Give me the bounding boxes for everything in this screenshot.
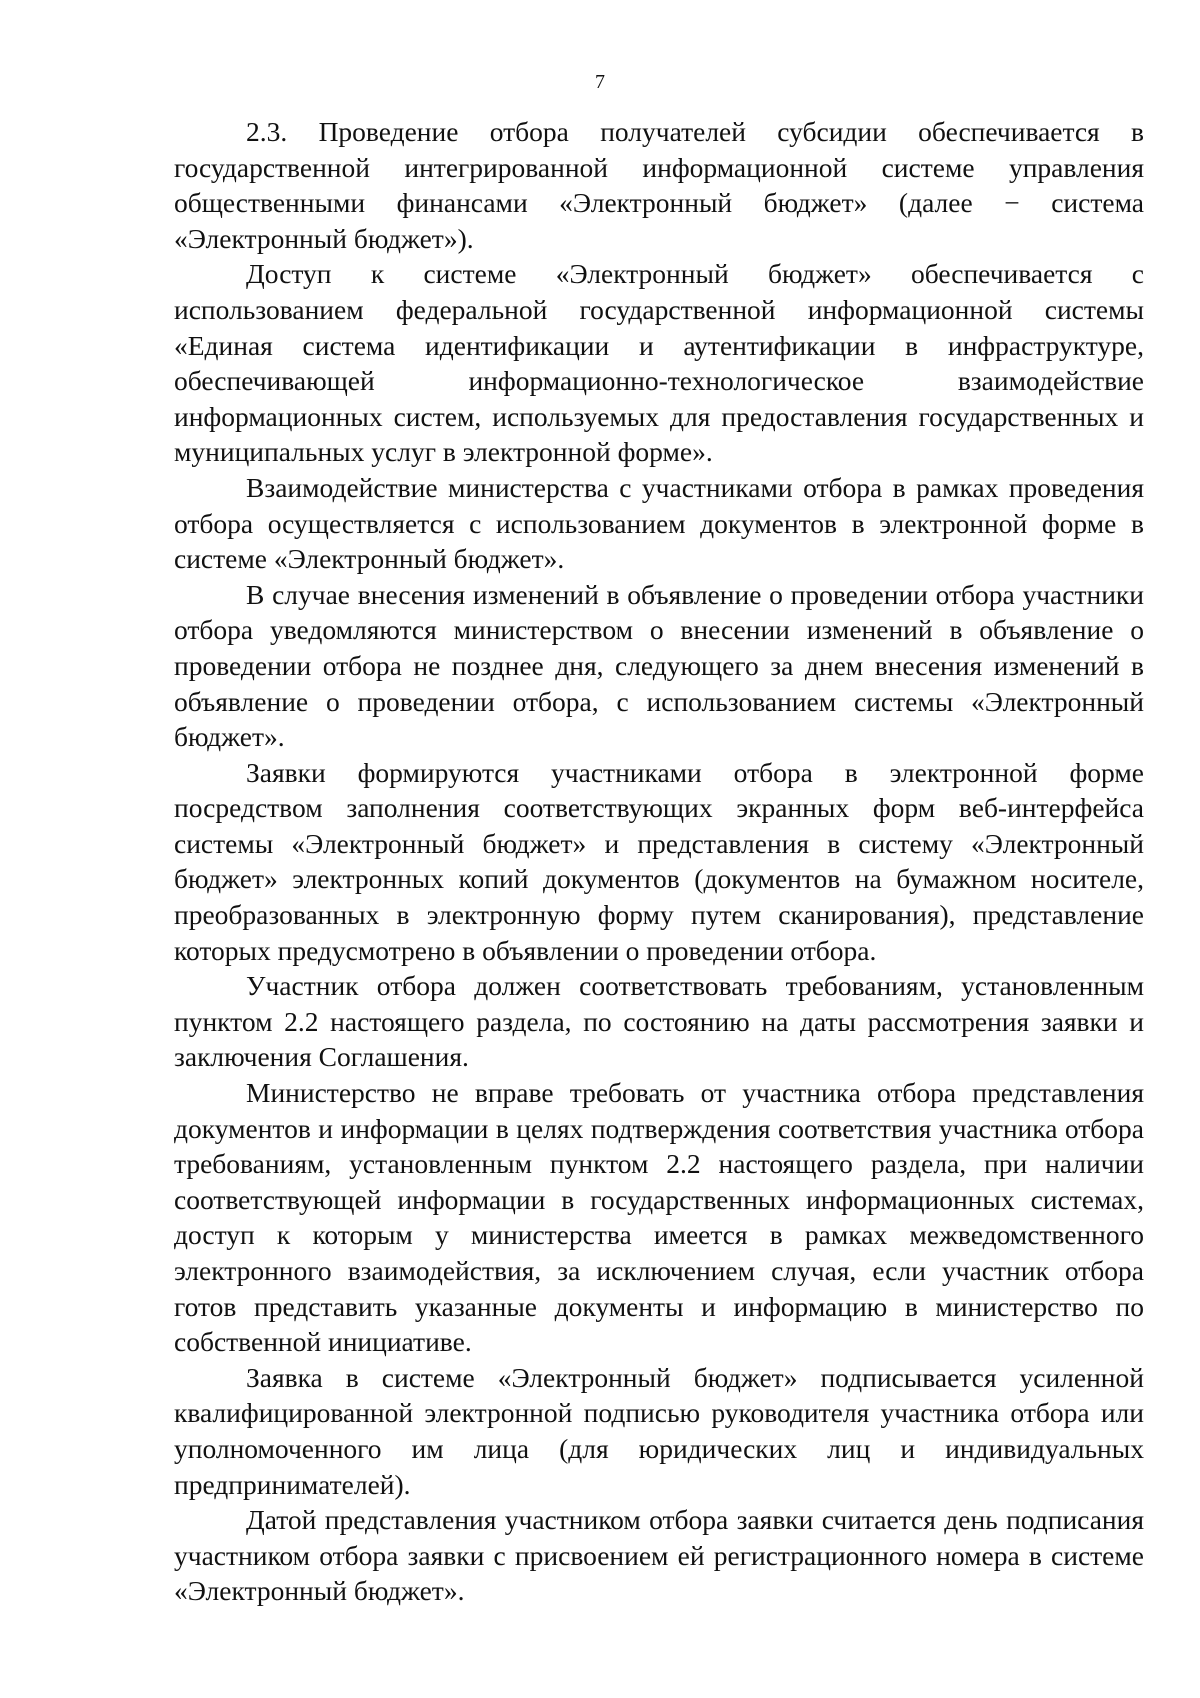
paragraph-2-3-selection-system: 2.3. Проведение отбора получателей субсидии обеспечивается в государственной интегрированной информационной системе управления общественными финансами «Электронный бюджет» (далее − система «Электронный бюджет»). (174, 116, 1144, 254)
paragraph-ministry-document-requests: Министерство не вправе требовать от участника отбора представления документов и информации в целях подтверждения соответствия участника отбора требованиям, установленным пунктом 2.2 настоящего раздела, при наличии соответствующей информации в государственных информационных системах, доступ к которым у министерства имеется в рамках межведомственного электронного взаимодействия, за исключением случая, если участник отбора готов представить указанные документы и информацию в министерство по собственной инициативе. (174, 1077, 1144, 1358)
paragraph-participant-requirements: Участник отбора должен соответствовать требованиям, установленным пунктом 2.2 настоящего раздела, по состоянию на даты рассмотрения заявки и заключения Соглашения. (174, 970, 1144, 1073)
paragraph-ministry-interaction: Взаимодействие министерства с участниками отбора в рамках проведения отбора осуществляется с использованием документов в электронной форме в системе «Электронный бюджет». (174, 471, 1144, 575)
paragraph-system-access: Доступ к системе «Электронный бюджет» обеспечивается с использованием федеральной государственной информационной системы «Единая система идентификации и аутентификации в инфраструктуре, обеспечивающей информационно-технологическое взаимодействие информационных систем, используемых для предоставления государственных и муниципальных услуг в электронной форме». (174, 258, 1144, 468)
document-body (174, 114, 1144, 1609)
page-number: 7 (595, 71, 605, 93)
paragraph-application-forming: Заявки формируются участниками отбора в электронной форме посредством заполнения соответствующих экранных форм веб-интерфейса системы «Электронный бюджет» и представления в систему «Электронный бюджет» электронных копий документов (документов на бумажном носителе, преобразованных в электронную форму путем сканирования), представление которых предусмотрено в объявлении о проведении отбора. (174, 756, 1144, 966)
paragraph-application-signature: Заявка в системе «Электронный бюджет» подписывается усиленной квалифицированной электронной подписью руководителя участника отбора или уполномоченного им лица (для юридических лиц и индивидуальных предпринимателей). (174, 1361, 1144, 1500)
paragraph-submission-date: Датой представления участником отбора заявки считается день подписания участником отбора заявки с присвоением ей регистрационного номера в системе «Электронный бюджет». (174, 1504, 1144, 1607)
paragraph-announcement-changes: В случае внесения изменений в объявление о проведении отбора участники отбора уведомляются министерством о внесении изменений в объявление о проведении отбора не позднее дня, следующего за днем внесения изменений в объявление о проведении отбора, с использованием системы «Электронный бюджет». (174, 578, 1144, 753)
